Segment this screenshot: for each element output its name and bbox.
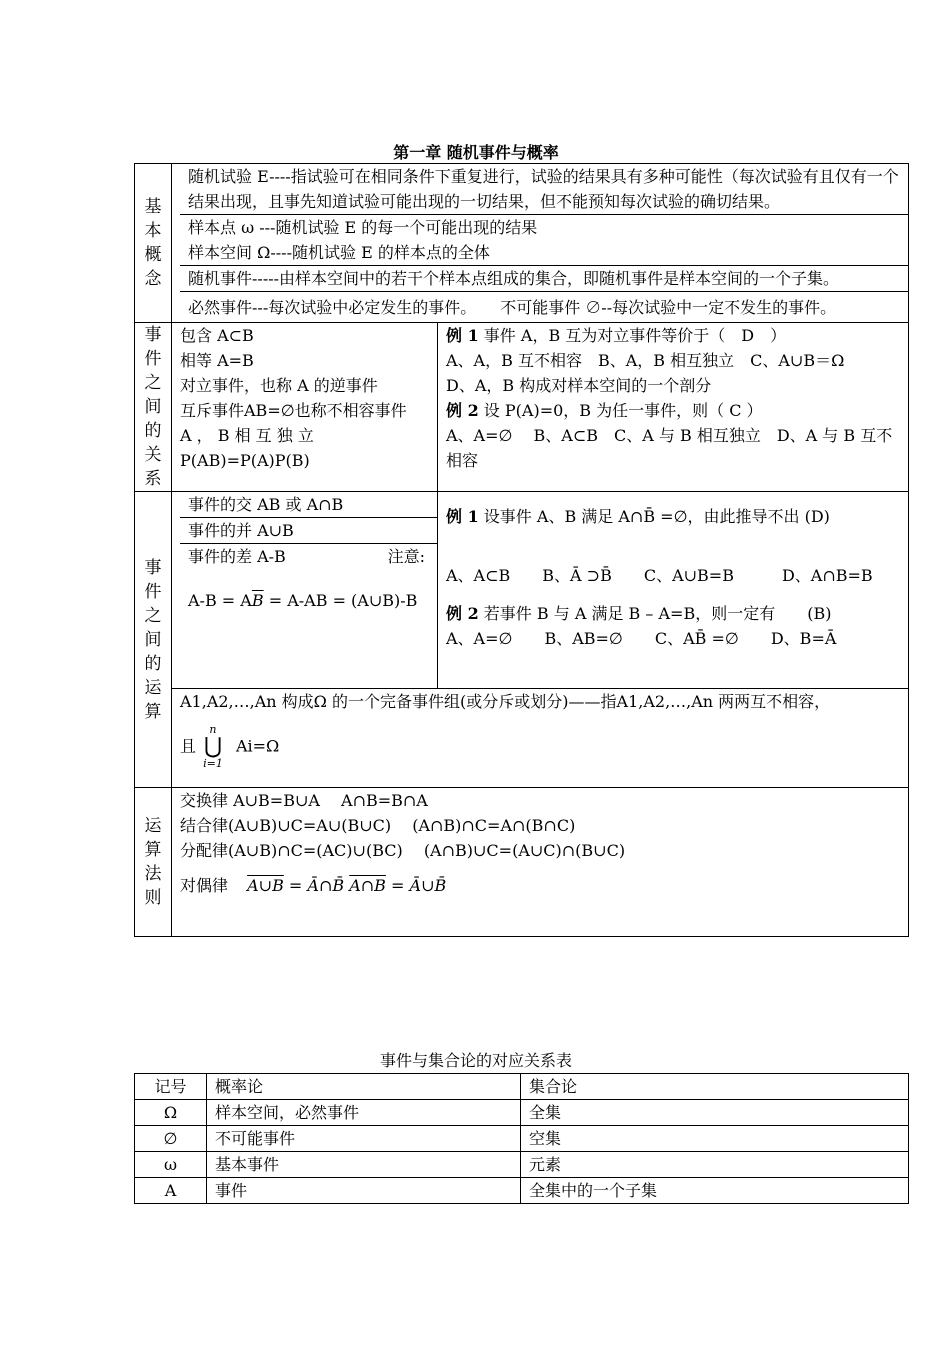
example-text: 设 P(A)=0，B 为任一事件，则（ C ）: [478, 401, 763, 420]
operations-examples: [438, 492, 909, 689]
complete-group-formula: [180, 724, 908, 770]
operations-example-2-options: A、A=∅ B、AB=∅ C、AB̄ =∅ D、B=Ā: [446, 629, 837, 648]
formula-part: = A-AB = (A∪B)-B: [263, 591, 418, 610]
column-header: 集合论: [521, 1074, 909, 1100]
random-event-definition: 随机事件-----由样本空间中的若干个样本点组成的集合，即随机事件是样本空间的一个子集。: [180, 265, 908, 291]
set-theory-cell: 全集: [521, 1100, 909, 1126]
probability-cell: 样本空间，必然事件: [207, 1100, 521, 1126]
relations-example-1-options: A、A，B 互不相容 B、A，B 相互独立 C、A∪B＝Ω: [446, 351, 845, 370]
laws-cell: [172, 788, 909, 937]
relations-example-2: [446, 398, 908, 423]
basic-concepts-cell: [172, 164, 909, 323]
example-text: 设事件 A、B 满足 A∩B̄ =∅，由此推导不出 (D): [478, 507, 830, 526]
operations-header: 事件之间的运算: [135, 492, 172, 788]
relations-header: 事件之间的关系: [135, 323, 172, 492]
example-label: 例 1: [446, 507, 479, 526]
column-header: 概率论: [207, 1074, 521, 1100]
relation-item: 互斥事件AB=∅也称不相容事件: [180, 401, 407, 420]
symbol-cell: ∅: [135, 1126, 207, 1152]
demorgan-formula-lhs: A∩B: [349, 876, 386, 895]
union-lower-index: i=1: [203, 757, 223, 770]
page-title: 第一章 随机事件与概率: [393, 143, 559, 162]
correspondence-table: [134, 1073, 909, 1204]
operations-example-2: [446, 601, 908, 626]
correspondence-title: 事件与集合论的对应关系表: [379, 1051, 572, 1070]
relations-examples: [438, 323, 909, 492]
laws-header: 运算法则: [135, 788, 172, 937]
intersection-definition: 事件的交 AB 或 A∩B: [188, 495, 344, 514]
note-label: 注意:: [387, 547, 425, 566]
example-text: 若事件 B 与 A 满足 B – A=B，则一定有 (B): [478, 604, 832, 623]
difference-label: 事件的差 A-B: [188, 547, 286, 566]
certain-event-definition: 必然事件---每次试验中必定发生的事件。 不可能事件 ∅--每次试验中一定不发生的事件。: [180, 291, 908, 322]
operations-example-1: [446, 504, 908, 529]
complete-event-group: [172, 689, 909, 788]
union-upper-index: n: [209, 723, 217, 736]
distributive-law: 分配律(A∪B)∩C=(AC)∪(BC) (A∩B)∪C=(A∪C)∩(B∪C): [180, 841, 626, 860]
complete-group-definition: A1,A2,…,An 构成Ω 的一个完备事件组(或分斥或划分)——指A1,A2,…,An 两两互不相容，: [180, 692, 831, 711]
set-theory-cell: 元素: [521, 1152, 909, 1178]
table-row: [135, 1178, 909, 1204]
table-row: [135, 1152, 909, 1178]
relation-item: 相等 A=B: [180, 351, 254, 370]
probability-cell: 基本事件: [207, 1152, 521, 1178]
relation-item: 包含 A⊂B: [180, 326, 254, 345]
example-text: 事件 A，B 互为对立事件等价于（ D ）: [478, 326, 787, 345]
set-theory-cell: 空集: [521, 1126, 909, 1152]
relation-item: 对立事件，也称 A 的逆事件: [180, 376, 378, 395]
sample-definitions: [180, 214, 908, 265]
demorgan-law: [180, 873, 908, 898]
sample-point-definition: 样本点 ω ---随机试验 E 的每一个可能出现的结果: [188, 218, 538, 237]
difference-formula: [188, 583, 431, 619]
probability-cell: 不可能事件: [207, 1126, 521, 1152]
commutative-law: 交换律 A∪B=B∪A A∩B=B∩A: [180, 791, 428, 810]
example-label: 例 2: [446, 604, 479, 623]
probability-cell: 事件: [207, 1178, 521, 1204]
union-definition: 事件的并 A∪B: [180, 517, 437, 543]
table-header-row: [135, 1074, 909, 1100]
formula-complement: $\overline{B}$: [251, 591, 264, 610]
demorgan-formula-rhs: = Ā∪B̄: [385, 876, 447, 895]
symbol-cell: A: [135, 1178, 207, 1204]
big-union-symbol: n ⋃ i=1: [203, 723, 223, 770]
concepts-table: [134, 163, 909, 937]
operations-list: [172, 492, 438, 689]
example-label: 例 1: [446, 326, 479, 345]
associative-law: 结合律(A∪B)∪C=A∪(B∪C) (A∩B)∩C=A∩(B∩C): [180, 816, 576, 835]
table-row: [135, 1100, 909, 1126]
formula-part: 且: [180, 736, 197, 756]
relation-item: A ， B 相 互 独 立 P(AB)=P(A)P(B): [180, 426, 314, 470]
table-row: [135, 1126, 909, 1152]
relations-example-1-option-d: D、A，B 构成对样本空间的一个剖分: [446, 376, 712, 395]
relations-example-2-options: A、A=∅ B、A⊂B C、A 与 B 相互独立 D、A 与 B 互不相容: [446, 426, 893, 470]
law-label: 对偶律: [180, 876, 229, 895]
basic-concepts-header: 基本概念: [135, 164, 172, 323]
difference-definition: [180, 543, 437, 619]
relations-list: [172, 323, 438, 492]
operations-example-1-options: A、A⊂B B、Ā ⊃B̄ C、A∪B=B D、A∩B=B: [446, 566, 873, 585]
random-trial-definition: 随机试验 E----指试验可在相同条件下重复进行，试验的结果具有多种可能性（每次试验有且仅有一个结果出现，且事先知道试验可能出现的一切结果，但不能预知每次试验的确切结果。: [188, 167, 899, 211]
formula-part: Ai=Ω: [235, 736, 280, 756]
relations-example-1: [446, 323, 908, 348]
demorgan-formula-lhs: A∪B: [247, 876, 284, 895]
symbol-cell: Ω: [135, 1100, 207, 1126]
set-theory-cell: 全集中的一个子集: [521, 1178, 909, 1204]
symbol-cell: ω: [135, 1152, 207, 1178]
demorgan-formula-rhs: = Ā∩B̄: [283, 876, 350, 895]
sample-space-definition: 样本空间 Ω----随机试验 E 的样本点的全体: [188, 243, 490, 262]
formula-part: A-B = A: [188, 591, 252, 610]
column-header: 记号: [135, 1074, 207, 1100]
example-label: 例 2: [446, 401, 479, 420]
